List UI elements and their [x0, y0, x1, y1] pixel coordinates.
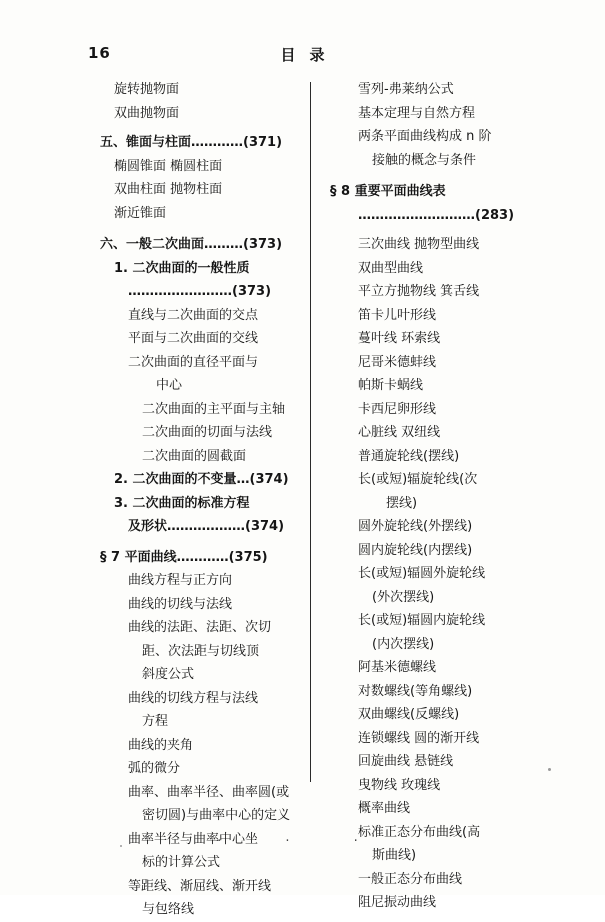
- toc-entry: 雪列-弗莱纳公式: [358, 82, 454, 97]
- toc-entry: 标准正态分布曲线(高: [358, 824, 481, 840]
- toc-entry: 密切圆)与曲率中心的定义: [142, 808, 291, 823]
- toc-entry: 中心: [156, 378, 183, 393]
- toc-entry: 圆外旋轮线(外摆线): [358, 519, 473, 534]
- toc-entry: 椭圆锥面 椭圆柱面: [114, 158, 223, 174]
- toc-entry: 1. 二次曲面的一般性质: [114, 260, 250, 276]
- toc-entry: 阻尼振动曲线: [358, 895, 437, 910]
- toc-entry: 曲线方程与正方向: [128, 573, 233, 588]
- toc-entry: 蔓叶线 环索线: [358, 331, 441, 346]
- toc-entry: 长(或短)辐圆外旋轮线: [358, 566, 486, 581]
- toc-entry: ………………………(283): [358, 207, 515, 223]
- toc-entry: 曲线的法距、法距、次切: [128, 620, 272, 635]
- toc-entry: 二次曲面的主平面与主轴: [142, 401, 286, 417]
- toc-entry: § 8 重要平面曲线表: [330, 184, 446, 199]
- toc-entry: 二次曲面的直径平面与: [128, 354, 259, 370]
- toc-entry: 距、次法距与切线顶: [142, 643, 260, 659]
- toc-entry: 曲线的切线与法线: [128, 596, 233, 612]
- toc-entry: 二次曲面的切面与法线: [142, 425, 273, 440]
- toc-entry: 基本定理与自然方程: [358, 105, 476, 121]
- toc-entry: 概率曲线: [358, 801, 411, 816]
- scan-speck: [120, 845, 122, 847]
- toc-entry: 五、锥面与柱面…………(371): [100, 135, 283, 150]
- toc-entry: 方程: [142, 714, 169, 729]
- toc-entry: 双曲柱面 抛物柱面: [114, 182, 223, 197]
- toc-entry: 曲率、曲率半径、曲率圆(或: [128, 784, 290, 800]
- footer-marks: · · ·: [217, 834, 388, 849]
- toc-entry: 斯曲线): [372, 848, 417, 863]
- toc-entry: 对数螺线(等角螺线): [358, 683, 473, 699]
- toc-entry: 普通旋轮线(摆线): [358, 448, 460, 464]
- toc-entry: 曲线的夹角: [128, 737, 194, 753]
- toc-entry: 三次曲线 抛物型曲线: [358, 237, 480, 252]
- toc-entry: 六、一般二次曲面………(373): [100, 237, 283, 252]
- toc-entry: 尼哥米德蚌线: [358, 354, 437, 370]
- toc-entry: 斜度公式: [142, 667, 195, 682]
- page-number: 16: [88, 44, 111, 62]
- toc-entry: 一般正态分布曲线: [358, 871, 463, 887]
- toc-entry: 双曲抛物面: [114, 105, 180, 121]
- toc-entry: 接触的概念与条件: [372, 152, 477, 168]
- toc-entry: 连锁螺线 圆的渐开线: [358, 730, 480, 746]
- toc-entry: 回旋曲线 悬链线: [358, 754, 454, 769]
- toc-entry: 摆线): [386, 495, 418, 511]
- toc-entry: 两条平面曲线构成 n 阶: [358, 129, 492, 144]
- toc-entry: 平面与二次曲面的交线: [128, 331, 259, 346]
- toc-column-right: [330, 78, 570, 915]
- toc-entry: 二次曲面的圆截面: [142, 448, 247, 464]
- toc-entry: 及形状………………(374): [128, 519, 285, 534]
- toc-entry: 曲线的切线方程与法线: [128, 690, 259, 706]
- toc-entry: 双曲螺线(反螺线): [358, 707, 460, 722]
- toc-entry: 3. 二次曲面的标准方程: [114, 495, 250, 511]
- toc-entry: 心脏线 双纽线: [358, 425, 441, 440]
- scan-speck: [548, 768, 551, 771]
- toc-entry: 弧的微分: [128, 761, 181, 776]
- toc-entry: 阿基米德螺线: [358, 660, 437, 675]
- toc-entry: 标的计算公式: [142, 855, 221, 870]
- toc-entry: 圆内旋轮线(内摆线): [358, 542, 473, 558]
- toc-entry: 直线与二次曲面的交点: [128, 307, 259, 323]
- toc-entry: 平立方抛物线 箕舌线: [358, 284, 480, 299]
- toc-entry: (内次摆线): [372, 636, 435, 652]
- toc-entry: 笛卡儿叶形线: [358, 307, 437, 323]
- toc-entry: 与包络线: [142, 902, 195, 917]
- toc-entry: 长(或短)辐旋轮线(次: [358, 472, 478, 487]
- toc-entry: 卡西尼卵形线: [358, 401, 437, 417]
- toc-entry: 长(或短)辐圆内旋轮线: [358, 613, 486, 628]
- toc-column-left: [86, 78, 326, 922]
- toc-entry: 旋转抛物面: [114, 82, 180, 97]
- toc-entry: 等距线、渐屈线、渐开线: [128, 878, 272, 894]
- toc-entry: 曲率半径与曲率中心坐: [128, 831, 259, 847]
- toc-entry: 曳物线 玫瑰线: [358, 777, 441, 793]
- toc-entry: 2. 二次曲面的不变量…(374): [114, 472, 289, 487]
- toc-entry: ……………………(373): [128, 284, 272, 299]
- page-title: 目录: [280, 46, 339, 64]
- toc-entry: § 7 平面曲线…………(375): [100, 549, 268, 565]
- toc-entry: 帕斯卡蜗线: [358, 378, 424, 393]
- toc-entry: 双曲型曲线: [358, 260, 424, 276]
- toc-entry: 渐近锥面: [114, 205, 167, 221]
- page-header: [0, 44, 605, 66]
- toc-entry: (外次摆线): [372, 589, 435, 605]
